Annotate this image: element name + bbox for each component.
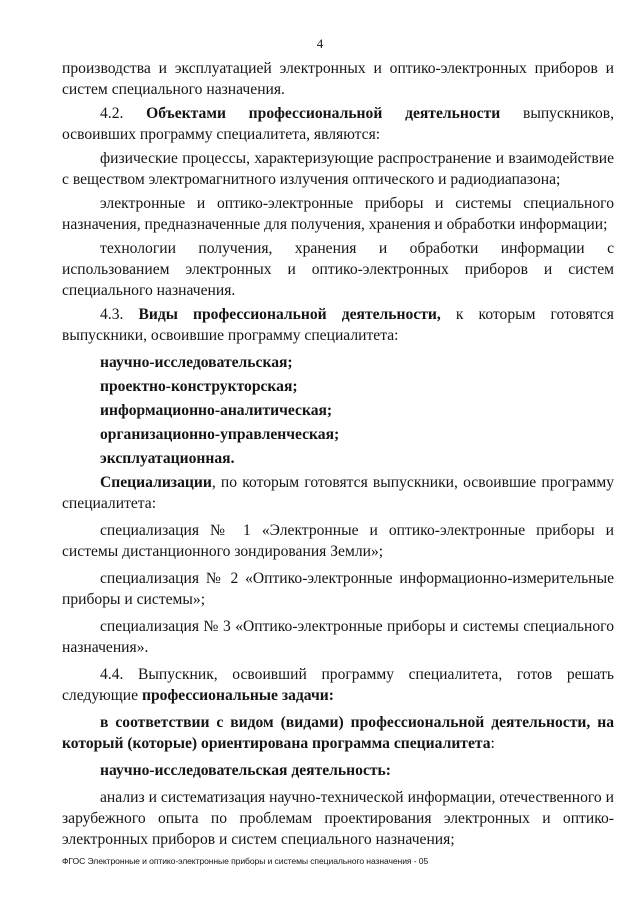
paragraph-tasks-heading: в соответствии с видом (видами) профессиональной деятельности, на который (которые) ориентирована программа специалитета: <box>62 714 614 752</box>
paragraph-4-2: 4.2. Объектами профессиональной деятельности выпускников, освоивших программу специалитета, являются: <box>62 105 614 143</box>
paragraph-objects-3: технологии получения, хранения и обработки информации с использованием электронных и оптико-электронных приборов и систем специального назначения. <box>62 240 614 299</box>
paragraph-4-4: 4.4. Выпускник, освоивший программу специалитета, готов решать следующие профессиональные задачи: <box>62 666 614 704</box>
activity-type-research: научно-исследовательская; <box>100 354 293 371</box>
paragraph-objects-2: электронные и оптико-электронные приборы и системы специального назначения, предназначенные для получения, хранения и обработки информации; <box>62 195 614 233</box>
page-footer: ФГОС Электронные и оптико-электронные приборы и системы специального назначения - 05 <box>62 856 429 866</box>
specialization-2: специализация № 2 «Оптико-электронные информационно-измерительные приборы и системы»; <box>62 570 614 608</box>
paragraph-objects-1: физические процессы, характеризующие распространение и взаимодействие с веществом электромагнитного излучения оптического и радиодиапазона; <box>62 150 614 188</box>
specialization-1: специализация № 1 «Электронные и оптико-электронные приборы и системы дистанционного зондирования Земли»; <box>62 522 614 560</box>
specialization-3: специализация № 3 «Оптико-электронные приборы и системы специального назначения». <box>62 618 614 656</box>
activity-type-analytical: информационно-аналитическая; <box>100 402 333 419</box>
paragraph-4-3: 4.3. Виды профессиональной деятельности, к которым готовятся выпускники, освоившие программу специалитета: <box>62 306 614 344</box>
paragraph-research-activity: научно-исследовательская деятельность: <box>100 762 391 779</box>
page-number: 4 <box>316 36 324 51</box>
activity-type-operation: эксплуатационная. <box>100 450 235 467</box>
activity-type-design: проектно-конструкторская; <box>100 378 298 395</box>
document-body <box>62 58 614 850</box>
paragraph-analysis-task: анализ и систематизация научно-технической информации, отечественного и зарубежного опыта по проблемам проектирования электронных и оптико-электронных приборов и систем специального назначения; <box>62 789 614 848</box>
paragraph-intro-continuation: производства и эксплуатацией электронных и оптико-электронных приборов и систем специального назначения. <box>62 60 614 98</box>
activity-type-management: организационно-управленческая; <box>100 426 340 443</box>
paragraph-specializations: Специализации, по которым готовятся выпускники, освоившие программу специалитета: <box>62 474 614 512</box>
